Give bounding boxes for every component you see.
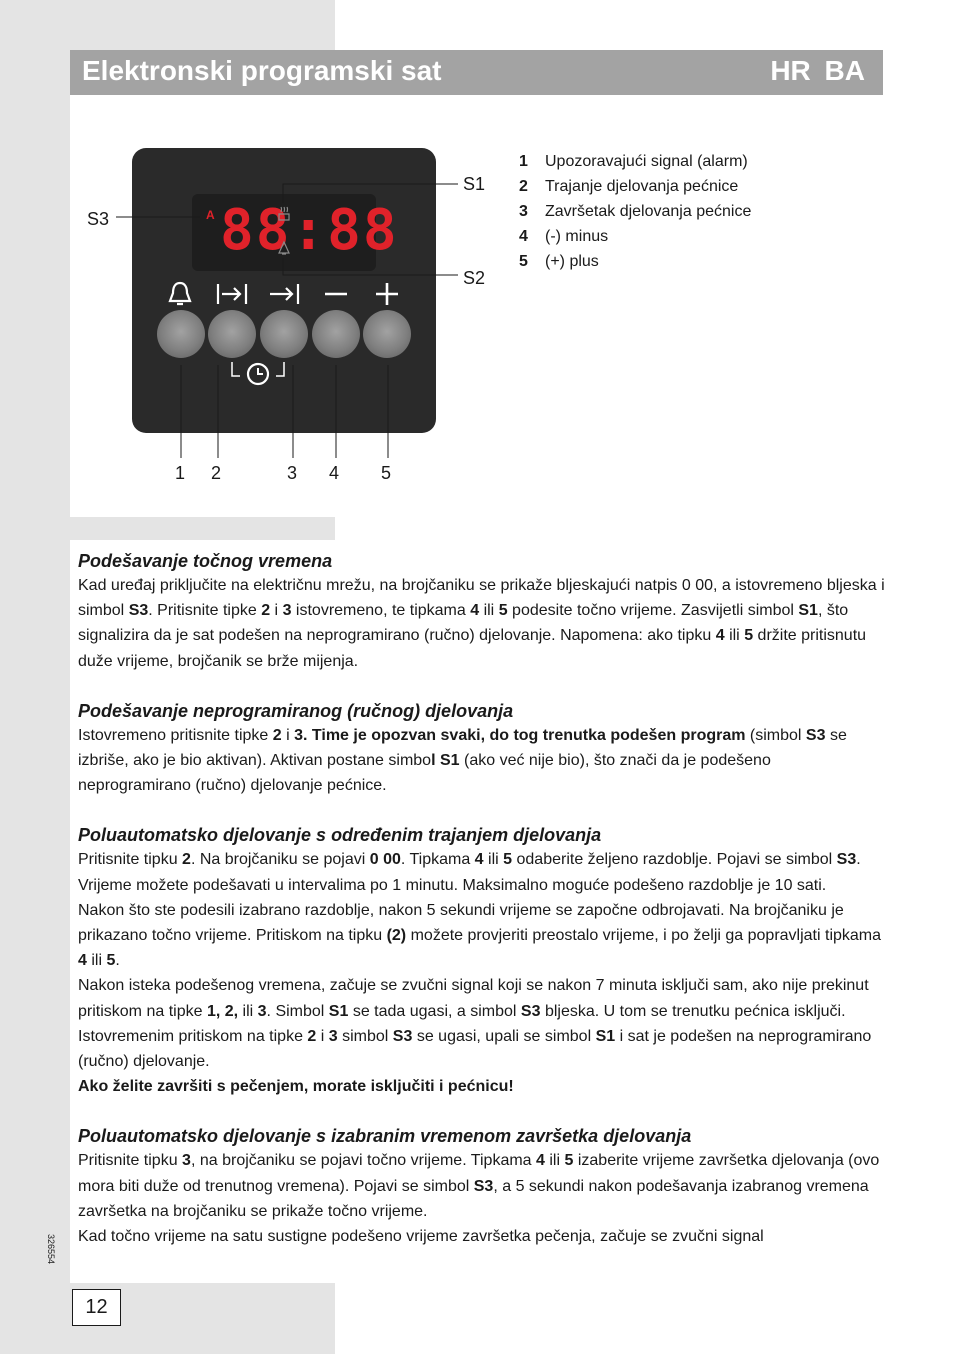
section-heading: Podešavanje neprogramiranog (ručnog) djelovanja	[78, 700, 514, 721]
button-number-1: 1	[175, 463, 186, 483]
legend-item: 4 (-) minus	[519, 228, 609, 245]
button-number-2: 2	[211, 463, 222, 483]
section-heading: Podešavanje točnog vremena	[78, 551, 333, 571]
legend-item: 5 (+) plus	[519, 253, 599, 270]
paragraph: Kad uređaj priključite na električnu mrežu, na brojčaniku se prikaže bljeskajući natpis 0 00, a istovremeno bljeska i simbol S3. Pritisnite tipke 2 i 3 istovremeno, te tipkama 4 ili 5 podesite točno vrijeme. Zasvijetli simbol S1, što signalizira da je sat podešen na neprogramirano (ručno) djelovanje. Napomena: ako tipku 4 ili 5 držite pritisnutu duže vrijeme, brojčanik se brže mijenja.	[78, 577, 885, 670]
label-s3: S3	[87, 209, 110, 229]
warning-text: Ako želite završiti s pečenjem, morate isključiti i pećnicu!	[78, 1078, 514, 1096]
legend-item: 2 Trajanje djelovanja pećnice	[519, 178, 739, 195]
paragraph: Nakon što ste podesili izabrano razdoblje, nakon 5 sekundi vrijeme se započne odbrojavati. Na brojčaniku je prikazano točno vrijeme. Pritiskom na tipku (2) možete provjeriti preostalo vrijeme, i po želji ga popravljati tipkama 4 ili 5.	[78, 901, 882, 970]
legend-item: 1 Upozoravajući signal (alarm)	[519, 153, 748, 170]
button-legend	[519, 149, 751, 274]
button-number-3: 3	[287, 463, 298, 483]
section-heading: Poluautomatsko djelovanje s izabranim vremenom završetka djelovanja	[78, 1126, 692, 1147]
page-title: Elektronski programski sat	[82, 55, 442, 86]
instructions-body	[78, 549, 888, 1249]
clock-digits: 88:88	[220, 198, 399, 263]
button-number-4: 4	[329, 463, 340, 483]
section-heading: Poluautomatsko djelovanje s određenim trajanjem djelovanja	[78, 825, 602, 846]
paragraph: Istovremeno pritisnite tipke 2 i 3. Time je opozvan svaki, do tog trenutka podešen program (simbol S3 se izbriše, ako je bio aktivan). Aktivan postane simbol S1 (ako već nije bio), što znači da je podešeno neprogramirano (ručno) djelovanje pećnice.	[78, 726, 847, 795]
paragraph: Kad točno vrijeme na satu sustigne podešeno vrijeme završetka pečenja, začuje se zvučni signal	[78, 1228, 764, 1246]
document-code: 326554	[46, 1233, 57, 1265]
label-s1: S1	[463, 174, 486, 194]
label-s2: S2	[463, 268, 486, 288]
legend-item: 3 Završetak djelovanja pećnice	[519, 203, 752, 220]
paragraph: Pritisnite tipku 3, na brojčaniku se pojavi točno vrijeme. Tipkama 4 ili 5 izaberite vrijeme završetka djelovanja (ovo mora biti duže od trenutnog vremena). Pojavi se simbol S3, a 5 sekundi nakon podešavanja izabranog vremena završetka na brojčaniku se prikaže točno vrijeme.	[78, 1152, 880, 1220]
language-code: HR BA	[770, 55, 865, 86]
button-number-5: 5	[381, 463, 392, 483]
page-number: 12	[72, 1289, 121, 1326]
paragraph: Nakon isteka podešenog vremena, začuje se zvučni signal koji se nakon 7 minuta isključi sam, ako nije prekinut pritiskom na tipke 1, 2, ili 3. Simbol S1 se tada ugasi, a simbol S3 bljeska. U tom se trenutku pećnica isključi. Istovremenim pritiskom na tipke 2 i 3 simbol S3 se ugasi, upali se simbol S1 i sat je podešen na neprogramirano (ručno) djelovanje.	[78, 977, 872, 1071]
alarm-indicator: A	[206, 208, 215, 222]
paragraph: Pritisnite tipku 2. Na brojčaniku se pojavi 0 00. Tipkama 4 ili 5 odaberite željeno razdoblje. Pojavi se simbol S3. Vrijeme možete podešavati u intervalima po 1 minutu. Maksimalno moguće podešeno razdoblje je 10 sati.	[78, 851, 861, 894]
